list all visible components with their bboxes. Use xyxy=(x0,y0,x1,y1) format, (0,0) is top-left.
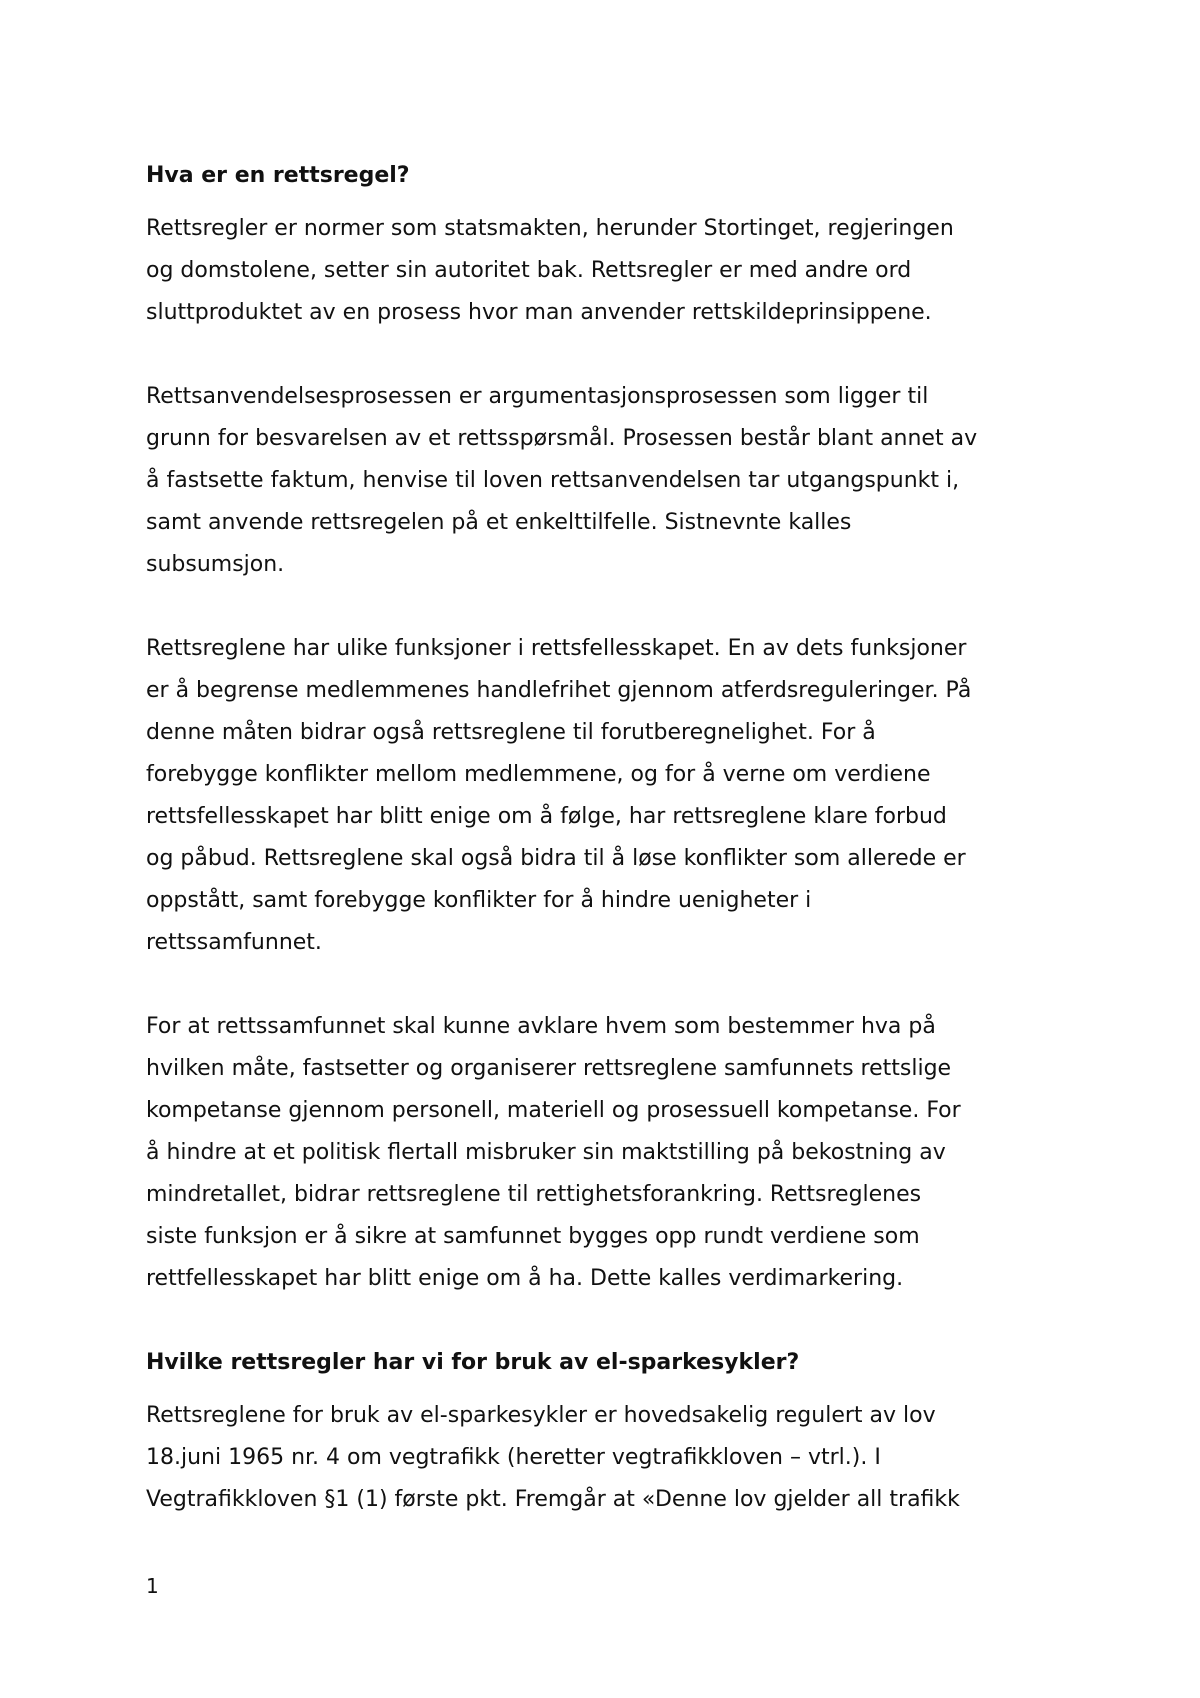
paragraph xyxy=(146,208,1076,334)
paragraph xyxy=(146,376,1076,586)
text-line: hvilken måte, fastsetter og organiserer rettsreglene samfunnets rettslige xyxy=(146,1056,952,1081)
text-line: og påbud. Rettsreglene skal også bidra til å løse konflikter som allerede er xyxy=(146,846,966,871)
text-line: kompetanse gjennom personell, materiell og prosessuell kompetanse. For xyxy=(146,1098,961,1123)
page-number: 1 xyxy=(146,1574,159,1598)
text-line: subsumsjon. xyxy=(146,552,285,577)
text-line: rettssamfunnet. xyxy=(146,930,322,955)
text-line: Rettsreglene for bruk av el-sparkesykler er hovedsakelig regulert av lov xyxy=(146,1403,936,1428)
text-line: grunn for besvarelsen av et rettsspørsmål. Prosessen består blant annet av xyxy=(146,426,978,451)
text-line: siste funksjon er å sikre at samfunnet bygges opp rundt verdiene som xyxy=(146,1224,920,1249)
text-line: 18.juni 1965 nr. 4 om vegtrafikk (heretter vegtrafikkloven – vtrl.). I xyxy=(146,1445,881,1470)
section-heading: Hvilke rettsregler har vi for bruk av el-sparkesykler? xyxy=(146,1350,800,1375)
text-line: samt anvende rettsregelen på et enkelttilfelle. Sistnevnte kalles xyxy=(146,510,852,535)
paragraph xyxy=(146,1006,1076,1300)
text-line: sluttproduktet av en prosess hvor man anvender rettskildeprinsippene. xyxy=(146,300,932,325)
paragraph xyxy=(146,1395,1076,1521)
text-line: Vegtrafikkloven §1 (1) første pkt. Fremgår at «Denne lov gjelder all trafikk xyxy=(146,1487,960,1512)
text-line: For at rettssamfunnet skal kunne avklare hvem som bestemmer hva på xyxy=(146,1014,936,1039)
text-line: og domstolene, setter sin autoritet bak. Rettsregler er med andre ord xyxy=(146,258,912,283)
text-line: rettfellesskapet har blitt enige om å ha. Dette kalles verdimarkering. xyxy=(146,1266,904,1291)
text-line: oppstått, samt forebygge konflikter for å hindre uenigheter i xyxy=(146,888,812,913)
text-line: Rettsreglene har ulike funksjoner i rettsfellesskapet. En av dets funksjoner xyxy=(146,636,967,661)
text-line: denne måten bidrar også rettsreglene til forutberegnelighet. For å xyxy=(146,720,876,745)
paragraph xyxy=(146,628,1076,964)
text-line: Rettsregler er normer som statsmakten, herunder Stortinget, regjeringen xyxy=(146,216,954,241)
text-line: å fastsette faktum, henvise til loven rettsanvendelsen tar utgangspunkt i, xyxy=(146,468,960,493)
text-line: mindretallet, bidrar rettsreglene til rettighetsforankring. Rettsreglenes xyxy=(146,1182,922,1207)
text-line: å hindre at et politisk flertall misbruker sin maktstilling på bekostning av xyxy=(146,1140,946,1165)
text-line: forebygge konflikter mellom medlemmene, og for å verne om verdiene xyxy=(146,762,931,787)
document-body xyxy=(146,155,1076,1521)
text-line: er å begrense medlemmenes handlefrihet gjennom atferdsreguleringer. På xyxy=(146,678,972,703)
text-line: Rettsanvendelsesprosessen er argumentasjonsprosessen som ligger til xyxy=(146,384,929,409)
section-heading: Hva er en rettsregel? xyxy=(146,163,410,188)
text-line: rettsfellesskapet har blitt enige om å følge, har rettsreglene klare forbud xyxy=(146,804,947,829)
